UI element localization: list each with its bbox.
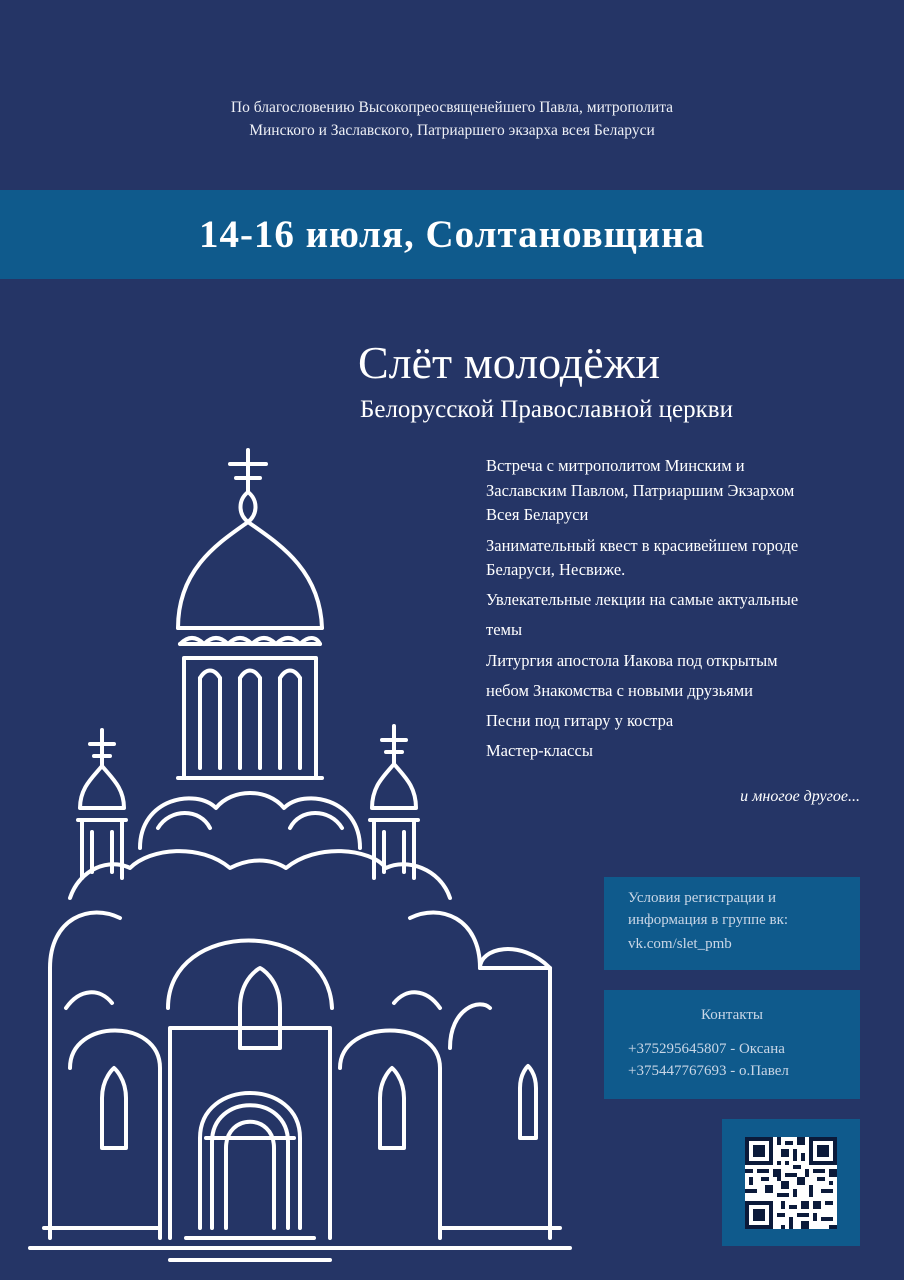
feature-line: Всея Беларуси: [486, 505, 589, 524]
registration-line: Условия регистрации и: [628, 890, 776, 906]
registration-line: информация в группе вк:: [628, 912, 789, 928]
contacts-box: [604, 990, 860, 1099]
contacts-title: Контакты: [701, 1007, 763, 1023]
feature-line: темы: [486, 620, 523, 639]
phone-pavel[interactable]: +375447767693 - о.Павел: [628, 1063, 789, 1079]
blessing-text: [120, 96, 784, 142]
registration-box: [604, 877, 860, 970]
phone-oksana[interactable]: +375295645807 - Оксана: [628, 1041, 785, 1057]
qr-code-icon[interactable]: [745, 1137, 837, 1229]
feature-line: Занимательный квест в красивейшем городе: [486, 536, 799, 555]
feature-line: Беларуси, Несвиже.: [486, 560, 626, 579]
more-note: и многое другое...: [740, 788, 860, 805]
feature-line: Увлекательные лекции на самые актуальные: [486, 590, 799, 609]
date-place-heading: 14-16 июля, Солтановщина: [198, 213, 706, 256]
feature-line: Заславским Павлом, Патриаршим Экзархом: [486, 481, 795, 500]
event-title: Слёт молодёжи: [358, 337, 661, 388]
blessing-line: Минского и Заславского, Патриаршего экзарха всея Беларуси: [249, 122, 655, 139]
feature-line: Мастер-классы: [486, 741, 593, 760]
cathedral-illustration-icon: [20, 448, 580, 1270]
feature-line: небом Знакомства с новыми друзьями: [486, 681, 753, 700]
vk-group-link[interactable]: vk.com/slet_pmb: [628, 936, 732, 952]
registration-text: [628, 887, 788, 931]
blessing-line: По благословению Высокопреосвященейшего Павла, митрополита: [230, 99, 674, 116]
qr-box: [722, 1119, 860, 1246]
feature-line: Встреча с митрополитом Минским и: [486, 456, 745, 475]
event-subtitle: Белорусской Православной церкви: [360, 396, 733, 423]
feature-line: Песни под гитару у костра: [486, 711, 674, 730]
feature-line: Литургия апостола Иакова под открытым: [486, 651, 778, 670]
